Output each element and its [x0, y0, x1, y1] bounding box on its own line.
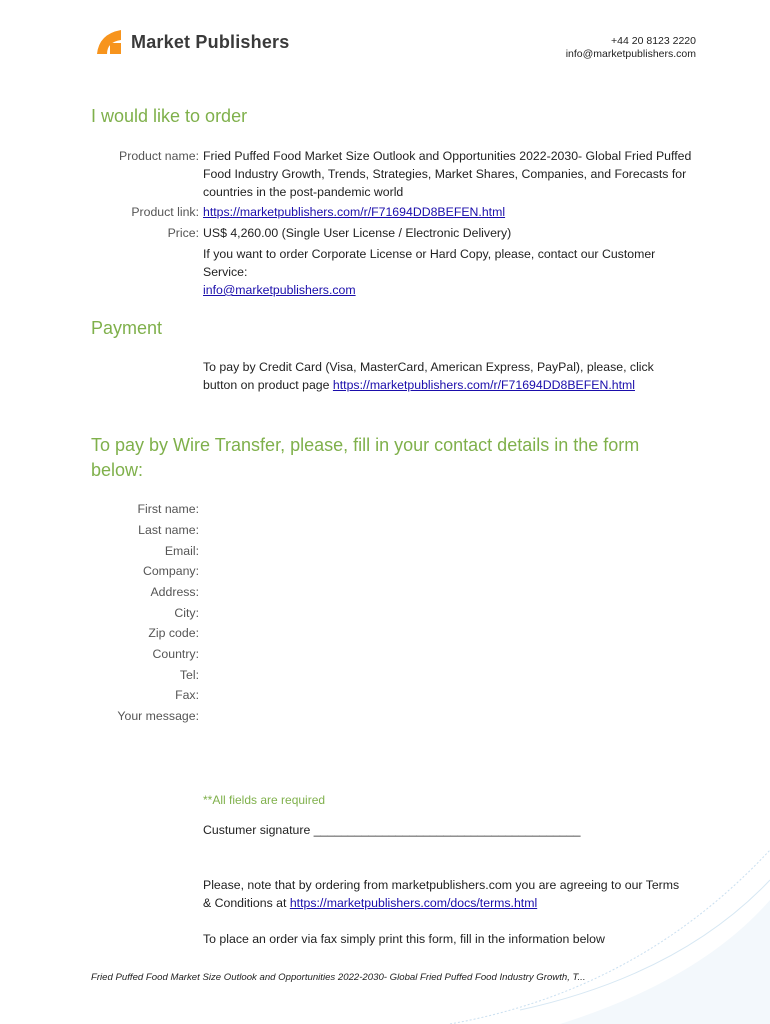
product-link[interactable]: https://marketpublishers.com/r/F71694DD8BEFEN.html: [203, 205, 506, 219]
terms-link[interactable]: https://marketpublishers.com/docs/terms.html: [289, 896, 538, 910]
wire-title-line: To pay by Wire Transfer, please, fill in your contact details in the form: [91, 435, 640, 455]
product-name-value: [203, 147, 721, 201]
payment-title: Payment: [91, 318, 163, 338]
price-value: US$ 4,260.00 (Single User License / Electronic Delivery): [203, 226, 512, 240]
logo: [95, 28, 289, 56]
field-city: City:: [174, 606, 199, 620]
field-zip-code: Zip code:: [148, 626, 199, 640]
product-name-label: Product name:: [119, 149, 199, 163]
product-name-row: [91, 147, 721, 201]
payment-product-link[interactable]: https://marketpublishers.com/r/F71694DD8BEFEN.html: [332, 378, 635, 392]
license-note-line: If you want to order Corporate License or Hard Copy, please, contact our Customer: [203, 247, 656, 261]
required-note: **All fields are required: [203, 793, 326, 807]
terms-line-prefix: & Conditions at: [203, 896, 290, 910]
fax-note: To place an order via fax simply print this form, fill in the information below: [203, 932, 605, 946]
payment-line: To pay by Credit Card (Visa, MasterCard, American Express, PayPal), please, click: [203, 360, 654, 374]
price-label: Price:: [167, 226, 199, 240]
service-email-link[interactable]: info@marketpublishers.com: [203, 283, 356, 297]
field-address: Address:: [150, 585, 199, 599]
product-link-label: Product link:: [131, 205, 199, 219]
license-note-row: [91, 245, 721, 299]
field-country: Country:: [152, 647, 199, 661]
license-note-line: Service:: [203, 265, 248, 279]
wire-title-line: below:: [91, 460, 144, 480]
header-phone: +44 20 8123 2220: [611, 35, 696, 47]
header-contact: [566, 35, 696, 61]
logo-text: Market Publishers: [131, 31, 290, 52]
product-name-line: Fried Puffed Food Market Size Outlook and Opportunities 2022-2030- Global Fried Puffed: [203, 149, 692, 163]
field-company: Company:: [142, 564, 199, 578]
price-row: [91, 224, 721, 242]
field-tel: Tel:: [179, 668, 199, 682]
product-name-line: Food Industry Growth, Trends, Strategies, Market Shares, Companies, and Forecasts for: [203, 167, 687, 181]
header-email: info@marketpublishers.com: [565, 48, 696, 60]
logo-mark-icon: [95, 28, 125, 56]
field-first-name: First name:: [137, 502, 199, 516]
payment-text: [203, 358, 723, 394]
wire-title: [91, 433, 639, 483]
product-name-line: countries in the post-pandemic world: [203, 185, 404, 199]
field-your-message: Your message:: [117, 709, 199, 723]
payment-line-prefix: button on product page: [203, 378, 333, 392]
field-last-name: Last name:: [138, 523, 199, 537]
customer-signature: Custumer signature _______________________________________: [203, 823, 581, 837]
terms-line: Please, note that by ordering from marketpublishers.com you are agreeing to our Terms: [203, 878, 680, 892]
field-email: Email:: [164, 544, 199, 558]
field-fax: Fax:: [175, 688, 199, 702]
product-link-row: [91, 203, 721, 221]
footer-text: Fried Puffed Food Market Size Outlook and Opportunities 2022-2030- Global Fried Puffed Food Industry Growth, T...: [91, 972, 586, 983]
order-title: I would like to order: [91, 106, 248, 126]
terms-text: [203, 876, 723, 912]
